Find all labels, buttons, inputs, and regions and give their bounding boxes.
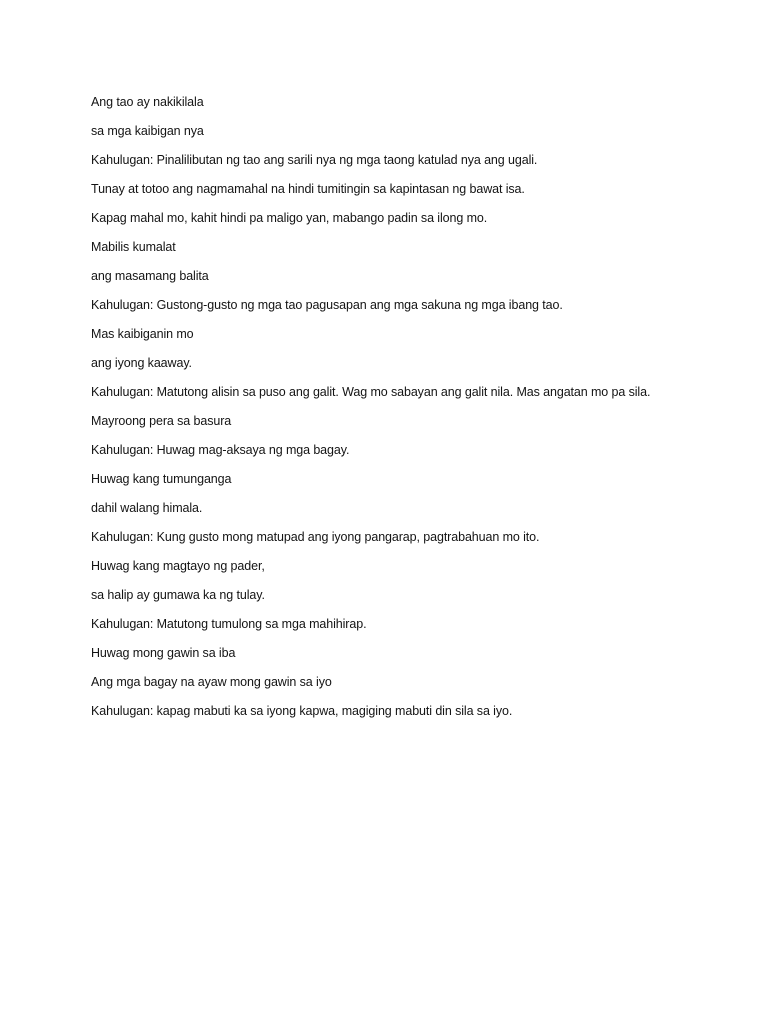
text-line: Kahulugan: Gustong-gusto ng mga tao pagusapan ang mga sakuna ng mga ibang tao. — [91, 298, 563, 312]
text-line: Kahulugan: kapag mabuti ka sa iyong kapwa, magiging mabuti din sila sa iyo. — [91, 704, 513, 718]
text-line: dahil walang himala. — [91, 501, 203, 515]
text-line: Mayroong pera sa basura — [91, 414, 232, 428]
text-line: Kapag mahal mo, kahit hindi pa maligo yan, mabango padin sa ilong mo. — [91, 211, 488, 225]
text-line: Kahulugan: Matutong tumulong sa mga mahihirap. — [91, 617, 367, 631]
text-line: Kahulugan: Pinalilibutan ng tao ang sarili nya ng mga taong katulad nya ang ugali. — [91, 153, 538, 167]
text-line: Kahulugan: Kung gusto mong matupad ang iyong pangarap, pagtrabahuan mo ito. — [91, 530, 540, 544]
text-line: Ang mga bagay na ayaw mong gawin sa iyo — [91, 675, 332, 689]
text-line: ang iyong kaaway. — [91, 356, 192, 370]
text-body — [91, 94, 751, 732]
text-line: Huwag mong gawin sa iba — [91, 646, 236, 660]
text-line: Huwag kang magtayo ng pader, — [91, 559, 265, 573]
text-line: Mabilis kumalat — [91, 240, 176, 254]
text-line: Ang tao ay nakikilala — [91, 95, 204, 109]
text-line: Kahulugan: Matutong alisin sa puso ang galit. Wag mo sabayan ang galit nila. Mas angatan mo pa sila. — [91, 385, 651, 399]
text-line: Mas kaibiganin mo — [91, 327, 194, 341]
text-line: Kahulugan: Huwag mag-aksaya ng mga bagay. — [91, 443, 350, 457]
text-line: ang masamang balita — [91, 269, 209, 283]
text-line: sa mga kaibigan nya — [91, 124, 204, 138]
text-line: sa halip ay gumawa ka ng tulay. — [91, 588, 265, 602]
text-line: Tunay at totoo ang nagmamahal na hindi tumitingin sa kapintasan ng bawat isa. — [91, 182, 525, 196]
text-line: Huwag kang tumunganga — [91, 472, 232, 486]
